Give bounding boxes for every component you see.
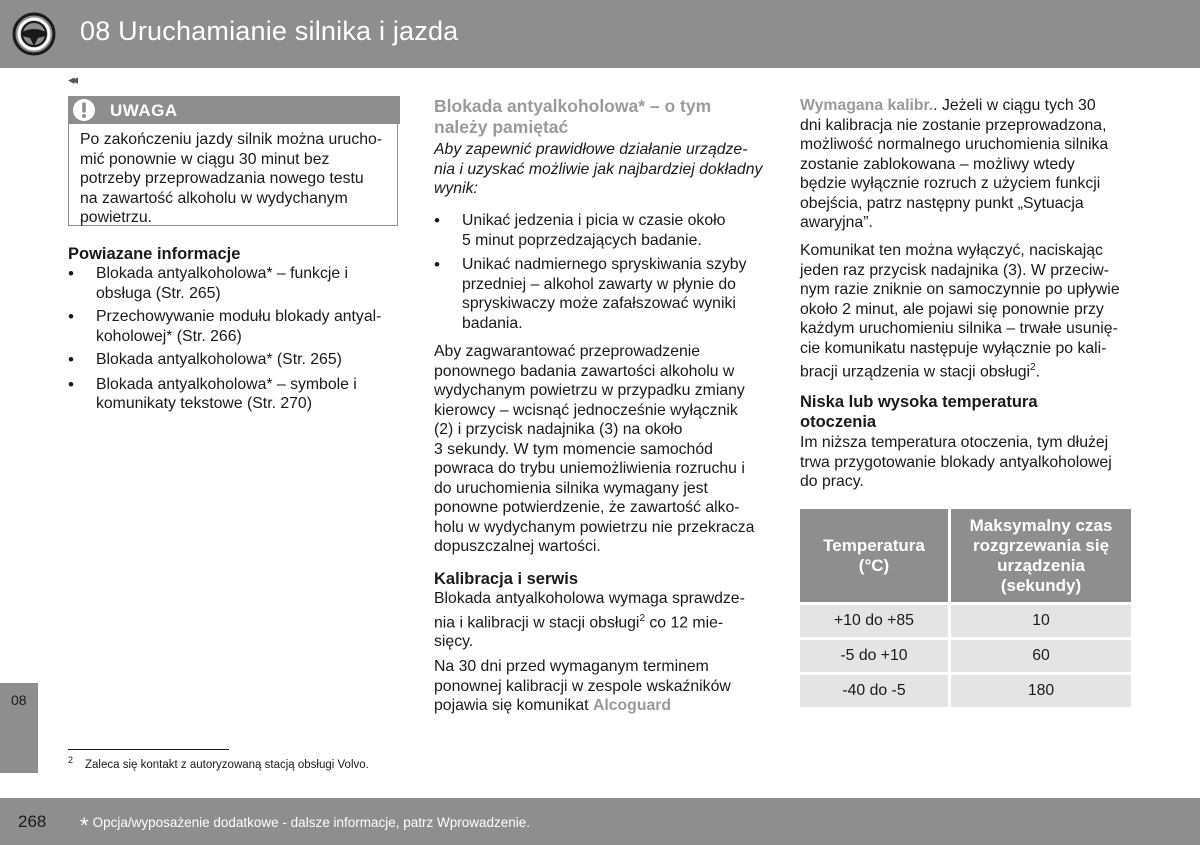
- paragraph-line: ponownej kalibracji w zespole wskaźników: [434, 677, 731, 695]
- intro-line: nia i uzyskać możliwie jak najbardziej dokładny: [434, 160, 763, 178]
- paragraph-line: Im niższa temperatura otoczenia, tym dłużej: [800, 434, 1109, 451]
- footnote: [68, 755, 369, 771]
- paragraph-line: .: [1035, 363, 1040, 381]
- heading-line: otoczenia: [800, 413, 877, 431]
- paragraph-line: zostanie zablokowana – możliwy wtedy: [800, 155, 1075, 173]
- table-cell-time: 60: [951, 640, 1131, 672]
- table-header-time: [951, 509, 1131, 602]
- footnote-text: Zaleca się kontakt z autoryzowaną stacją obsługi Volvo.: [85, 758, 369, 771]
- header-line: (°C): [858, 555, 890, 575]
- paragraph-line: każdym uruchomieniu silnika – trwałe usunię-: [800, 320, 1118, 337]
- table-row: [800, 640, 1131, 672]
- paragraph-line: do pracy.: [800, 473, 864, 490]
- paragraph-line: dni kalibracja nie zostanie przeprowadzona,: [800, 116, 1107, 134]
- paragraph-line: nia i kalibracji w stacji obsługi: [434, 613, 640, 631]
- warning-line: potrzeby przeprowadzania nowego testu: [80, 170, 364, 187]
- paragraph-line: ponownego badania zawartości alkoholu w: [434, 362, 735, 380]
- paragraph-line: trwa przygotowanie blokady antyalkoholowej: [800, 453, 1112, 471]
- intro-line: wynik:: [434, 180, 478, 197]
- table-row: [800, 675, 1131, 707]
- table-header-row: [800, 509, 1131, 602]
- paragraph-line: możliwość normalnego uruchomienia silnika: [800, 136, 1109, 153]
- related-link-line: • Blokada antyalkoholowa* – funkcje i: [96, 265, 349, 282]
- related-link[interactable]: [68, 350, 398, 370]
- page-number: 268: [18, 812, 47, 831]
- table-cell-time: 180: [951, 675, 1131, 707]
- exclamation-icon: [72, 98, 96, 122]
- warning-line: na zawartość alkoholu w wydychanym: [80, 189, 348, 207]
- list-item-line: • Unikać nadmiernego spryskiwania szyby: [462, 256, 747, 273]
- paragraph-line: kierowcy – wcisnąć jednocześnie wyłącznik: [434, 401, 738, 419]
- list-item: [434, 211, 774, 250]
- back-arrows-icon[interactable]: ◂◂: [68, 72, 76, 87]
- warning-line: powietrzu.: [80, 209, 152, 226]
- list-item: [434, 255, 774, 333]
- related-heading: Powiazane informacje: [68, 245, 241, 263]
- footnote-ref[interactable]: 2: [639, 612, 646, 624]
- footer-note: [80, 813, 530, 839]
- paragraph-line: powraca do trybu uniemożliwienia rozruchu i: [434, 460, 745, 477]
- paragraph-line: Aby zagwarantować przeprowadzenie: [434, 343, 701, 360]
- list-item-line: spryskiwaczy może zafałszować wyniki: [462, 295, 736, 312]
- paragraph-line: Na 30 dni przed wymaganym terminem: [434, 658, 709, 675]
- steering-wheel-icon: [12, 12, 56, 56]
- paragraph-line: 3 sekundy. W tym momencie samochód: [434, 440, 713, 458]
- paragraph-line: wydychanym powietrzu w przypadku zmiany: [434, 382, 745, 399]
- related-link[interactable]: [68, 375, 398, 414]
- alcoguard-message: Alcoguard: [592, 697, 672, 714]
- warning-text: [80, 130, 396, 228]
- paragraph-line: Komunikat ten można wyłączyć, naciskając: [800, 242, 1103, 259]
- paragraph-line: awaryjna”.: [800, 214, 873, 231]
- table-cell-temp: +10 do +85: [800, 605, 948, 637]
- asterisk-marker: *: [80, 813, 89, 838]
- section-title-line: Blokada antyalkoholowa* – o tym: [434, 96, 712, 116]
- paragraph-line: będzie wyłącznie rozruch z użyciem funkcji: [800, 175, 1101, 192]
- table-row: [800, 605, 1131, 637]
- warning-line: Po zakończeniu jazdy silnik można urucho-: [80, 131, 383, 148]
- header-line: urządzenia: [997, 555, 1085, 575]
- paragraph-line: . Jeżeli w ciągu tych 30: [933, 97, 1096, 114]
- chapter-side-tab-label: 08: [11, 692, 27, 708]
- section-title-line: należy pamiętać: [434, 117, 569, 137]
- dismiss-paragraph: [800, 241, 1145, 382]
- related-link[interactable]: [68, 307, 398, 346]
- paragraph-line: co 12 mie-: [645, 613, 724, 631]
- chapter-title: 08 Uruchamianie silnika i jazda: [80, 16, 459, 46]
- paragraph-line: ponowne potwierdzenie, że zawartość alko-: [434, 499, 740, 516]
- calibration-heading: Kalibracja i serwis: [434, 570, 578, 588]
- paragraph-line: jeden raz przycisk nadajnika (3). W przeciw-: [800, 261, 1110, 279]
- list-item-line: przedniej – alkohol zawarty w płynie do: [462, 275, 736, 293]
- paragraph-line: pojawia się komunikat: [434, 697, 593, 714]
- alcoguard-text: [434, 657, 774, 716]
- paragraph-line: około 2 minut, ale pojawi się ponownie przy: [800, 300, 1104, 318]
- tips-list: [434, 211, 774, 333]
- footnote-number: 2: [68, 755, 74, 765]
- paragraph-line: sięcy.: [434, 633, 474, 651]
- related-link-line: • Przechowywanie modułu blokady antyal-: [96, 308, 382, 325]
- paragraph-line: bracji urządzenia w stacji obsługi: [800, 363, 1031, 381]
- table-header-temperature: [800, 509, 948, 602]
- table-cell-temp: -5 do +10: [800, 640, 948, 672]
- footnote-divider: [68, 749, 229, 750]
- intro-line: Aby zapewnić prawidłowe działanie urządze-: [434, 141, 748, 158]
- header-line: (sekundy): [1000, 575, 1082, 595]
- paragraph-line: (2) i przycisk nadajnika (3) na około: [434, 421, 683, 438]
- footnote-ref[interactable]: 2: [1030, 362, 1036, 373]
- related-link[interactable]: [68, 264, 398, 303]
- intro-text: [434, 140, 774, 199]
- paragraph-line: dopuszczalnej wartości.: [434, 538, 601, 555]
- reset-paragraph: [434, 342, 774, 557]
- paragraph-line: cie komunikatu następuje wyłącznie po kali-: [800, 339, 1107, 357]
- header-line: Maksymalny czas: [969, 515, 1113, 535]
- calibration-required-paragraph: [800, 96, 1140, 233]
- paragraph-line: nym razie zniknie on samoczynnie po upływie: [800, 281, 1120, 298]
- section-title: [434, 96, 764, 138]
- table-cell-temp: -40 do -5: [800, 675, 948, 707]
- list-item-line: badania.: [462, 314, 523, 332]
- calibration-text: [434, 589, 774, 652]
- warmup-table: [797, 506, 1134, 710]
- warning-title: UWAGA: [110, 101, 178, 120]
- related-link-line: koholowej* (Str. 266): [96, 327, 242, 345]
- header-line: Temperatura: [823, 535, 925, 555]
- related-link-line: • Blokada antyalkoholowa* (Str. 265): [96, 351, 342, 368]
- list-item-line: • Unikać jedzenia i picia w czasie około: [462, 212, 726, 229]
- list-item-line: 5 minut poprzedzających badanie.: [462, 231, 702, 249]
- related-link-line: obsługa (Str. 265): [96, 284, 221, 302]
- related-list: [68, 264, 398, 414]
- calibration-message: Wymagana kalibr.: [800, 97, 934, 114]
- footer-note-text: Opcja/wyposażenie dodatkowe - dalsze informacje, patrz Wprowadzenie.: [92, 815, 531, 830]
- related-link-line: komunikaty tekstowe (Str. 270): [96, 395, 312, 412]
- paragraph-line: Blokada antyalkoholowa wymaga sprawdze-: [434, 590, 745, 607]
- temperature-heading: [800, 392, 1140, 432]
- table-cell-time: 10: [951, 605, 1131, 637]
- warning-line: mić ponownie w ciągu 30 minut bez: [80, 150, 330, 168]
- temperature-text: [800, 433, 1145, 492]
- heading-line: Niska lub wysoka temperatura: [800, 393, 1038, 411]
- header-line: rozgrzewania się: [972, 535, 1110, 555]
- paragraph-line: do uruchomienia silnika wymagany jest: [434, 479, 708, 497]
- related-link-line: • Blokada antyalkoholowa* – symbole i: [96, 375, 357, 393]
- paragraph-line: holu w wydychanym powietrzu nie przekracza: [434, 518, 755, 536]
- related-info: [68, 244, 398, 414]
- paragraph-line: obejścia, patrz następny punkt „Sytuacja: [800, 194, 1084, 212]
